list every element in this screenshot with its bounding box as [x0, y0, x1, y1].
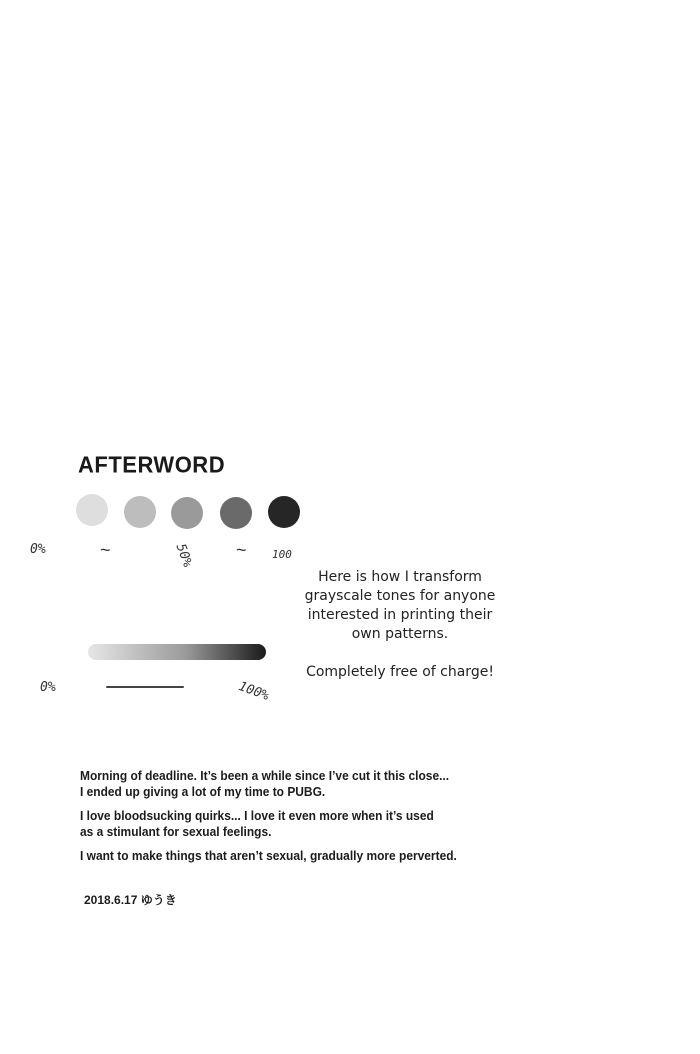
note-line-4: own patterns. [351, 626, 449, 642]
note-line-5: Completely free of charge! [306, 664, 494, 680]
p1-line-2: I ended up giving a lot of my time to PUBG. [80, 784, 326, 799]
tone-label-100: 100 [272, 548, 292, 561]
tone-label-0: 0% [30, 542, 46, 557]
tone-dot-lightmid [124, 496, 156, 528]
body-paragraph-1 [80, 768, 577, 800]
note-line-2: grayscale tones for anyone [304, 588, 496, 604]
p1-line-1: Morning of deadline. It’s been a while since I’ve cut it this close... [80, 768, 450, 783]
note-line-3: interested in printing their [307, 607, 493, 623]
body-paragraph-3 [80, 848, 577, 864]
tone-dot-dark [220, 497, 252, 529]
tone-tilde-1: ~ [100, 540, 111, 560]
p3-line-1: I want to make things that aren’t sexual, gradually more perverted. [80, 848, 457, 863]
tone-tilde-2: ~ [236, 540, 247, 560]
p2-line-2: as a stimulant for sexual feelings. [80, 824, 272, 839]
tone-note [300, 568, 500, 682]
afterword-body [80, 768, 577, 872]
tone-dot-mid [171, 497, 203, 529]
p2-line-1: I love bloodsucking quirks... I love it even more when it’s used [80, 808, 434, 823]
bar-label-0: 0% [40, 680, 56, 695]
body-paragraph-2 [80, 808, 577, 840]
gradient-bar [88, 644, 266, 660]
tone-dot-light [76, 494, 108, 526]
bar-swoosh [106, 686, 184, 688]
tone-label-50: 50% [172, 541, 195, 570]
bar-label-100: 100% [236, 679, 271, 704]
page-title: AFTERWORD [78, 451, 226, 478]
note-line-1: Here is how I transform [318, 569, 482, 585]
tone-dot-black [268, 496, 300, 528]
signature-date: 2018.6.17 ゆうき [84, 893, 177, 907]
